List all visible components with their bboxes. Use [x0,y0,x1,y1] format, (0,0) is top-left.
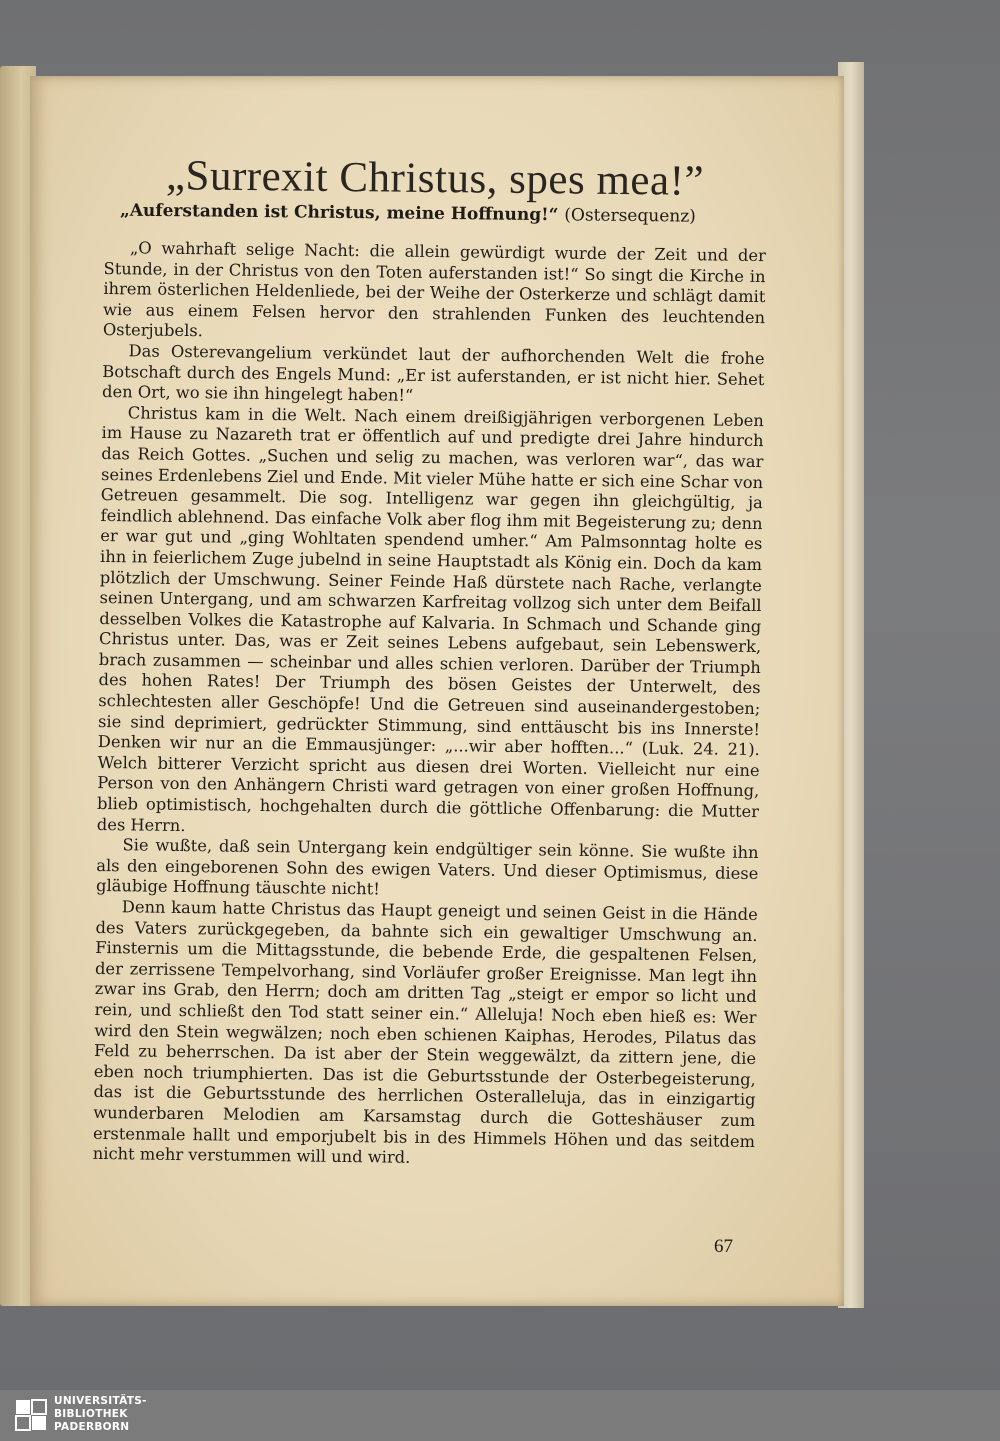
page-title: „Surrexit Christus, spes mea!” [165,152,705,205]
paragraph: Das Osterevangelium verkündet laut der aufhorchenden Welt die frohe Botschaft durch des Engels Mund: „Er ist auferstanden, er ist nicht hier. Sehet den Ort, wo sie ihn hingelegt haben!“ [102,341,765,405]
article-body [93,238,766,1173]
library-footer-bar [0,1390,1000,1441]
page-number: 67 [714,1236,733,1257]
library-logo-icon [14,1398,48,1432]
subtitle-main: „Auferstanden ist Christus, meine Hoffnung!“ [119,200,559,226]
library-logo-text [54,1395,147,1434]
paragraph: Christus kam in die Welt. Nach einem dreißigjährigen verborgenen Leben im Hause zu Nazareth trat er öffentlich auf und predigte drei Jahre hindurch das Reich Gottes. „Suchen und selig zu machen, was verloren war“, das war seines Erdenlebens Ziel und Ende. Mit vieler Mühe hatte er sich eine Schar von Getreuen gesammelt. Die sog. Intelligenz war gegen ihn gleichgültig, ja feindlich ablehnend. Das einfache Volk aber flog ihm mit Begeisterung zu; denn er war gut und „ging Wohltaten spendend umher.“ Am Palmsonntag holte es ihn in feierlichem Zuge jubelnd in seine Hauptstadt als König ein. Doch da kam plötzlich der Umschwung. Seiner Feinde Haß dürstete nach Rache, verlangte seinen Untergang, und am schwarzen Karfreitag vollzog sich unter dem Beifall desselben Volkes die Katastrophe auf Kalvaria. In Schmach und Schande ging Christus unter. Das, was er Zeit seines Lebens aufgebaut, sein Lebenswerk, brach zusammen — scheinbar und alles schien verloren. Darüber der Triumph des hohen Rates! Der Triumph des bösen Geistes der Unterwelt, des schlechtesten aller Geschöpfe! Und die Getreuen sind auseinandergestoben; sie sind deprimiert, gedrückter Stimmung, sind enttäuscht bis ins Innerste! Denken wir nur an die Emmausjünger: „...wir aber hofften...“ (Luk. 24. 21). Welch bitterer Verzicht spricht aus diesen drei Worten. Vielleicht nur eine Person von den Anhängern Christi ward getragen von einer großen Hoffnung, blieb optimistisch, hochgehalten durch die göttliche Offenbarung: die Mutter des Herrn. [96,403,764,835]
paragraph: „O wahrhaft selige Nacht: die allein gewürdigt wurde der Zeit und der Stunde, in der Christus von den Toten auferstanden ist!“ So singt die Kirche in ihrem österlichen Heldenliede, bei der Weihe der Osterkerze und schlägt damit wie aus einem Felsen hervor den strahlenden Funken des leuchtenden Osterjubels. [102,238,766,341]
book-page [30,76,844,1306]
logo-line: BIBLIOTHEK [54,1408,128,1420]
paragraph: Sie wußte, daß sein Untergang kein endgültiger sein könne. Sie wußte ihn als den eingeborenen Sohn des ewigen Vaters. Und dieser Optimismus, diese gläubige Hoffnung täuschte nicht! [95,835,759,899]
paragraph: Denn kaum hatte Christus das Haupt geneigt und seinen Geist in die Hände des Vaters zurückgegeben, da bahnte sich ein gewaltiger Umschwung an. Finsternis um die Mittagsstunde, die bebende Erde, die gespaltenen Felsen, der zerrissene Tempelvorhang, sind Vorläufer großer Ereignisse. Man legt ihn zwar ins Grab, den Herrn; doch am dritten Tag „steigt er empor so licht und rein, und schließt den Tod statt seiner ein.“ Alleluja! Noch eben hieß es: Wer wird den Stein wegwälzen; noch eben schienen Kaiphas, Herodes, Pilatus das Feld zu beherrschen. Da ist aber der Stein weggewälzt, da zittern jene, die eben noch triumphierten. Das ist die Geburtsstunde der Osterbegeisterung, das ist die Geburtsstunde des herrlichen Osteralleluja, das in einzigartig wunderbaren Melodien am Karsamstag durch die Gotteshäuser zum erstenmale hallt und emporjubelt bis in des Himmels Höhen und das seitdem nicht mehr verstummen will und wird. [92,897,758,1167]
logo-line: UNIVERSITÄTS- [54,1395,147,1407]
logo-line: PADERBORN [54,1421,130,1433]
subtitle-note: (Ostersequenz) [564,205,696,227]
